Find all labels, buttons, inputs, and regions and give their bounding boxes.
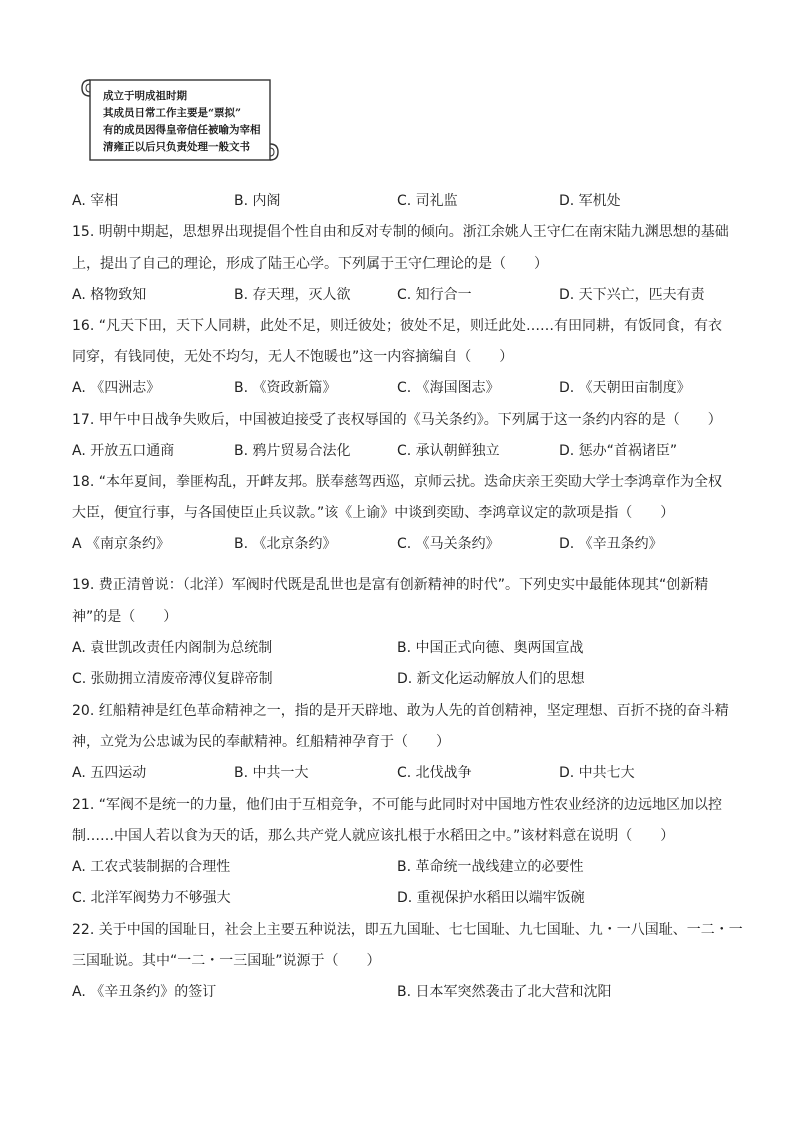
q20-stem-line-2: 神，立党为公忠诚为民的奉献精神。红船精神孕育于（ ） <box>72 734 450 750</box>
q14-option-d[interactable]: D. 军机处 <box>559 193 621 209</box>
q21-stem-line-2: 制……中国人若以食为天的话，那么共产党人就应该扎根于水稻田之中。”该材料意在说明（ ） <box>72 828 675 844</box>
q17-option-a[interactable]: A. 开放五口通商 <box>72 443 175 459</box>
q16-option-c[interactable]: C. 《海国图志》 <box>397 380 500 396</box>
q17-option-b[interactable]: B. 鸦片贸易合法化 <box>234 443 351 459</box>
q19-option-c[interactable]: C. 张勋拥立清废帝溥仪复辟帝制 <box>72 671 273 687</box>
q21-option-c[interactable]: C. 北洋军阀势力不够强大 <box>72 890 231 906</box>
q16-option-b[interactable]: B. 《资政新篇》 <box>234 380 337 396</box>
q14-option-c[interactable]: C. 司礼监 <box>397 193 458 209</box>
q21-option-b[interactable]: B. 革命统一战线建立的必要性 <box>397 859 584 875</box>
q20-option-d[interactable]: D. 中共七大 <box>559 765 635 781</box>
q19-options-row-1 <box>72 638 752 658</box>
q18-stem-line-2: 大臣，便宜行事，与各国使臣止兵议款。”该《上谕》中谈到奕劻、李鸿章议定的款项是指（ ） <box>72 505 675 521</box>
q17-option-c[interactable]: C. 承认朝鲜独立 <box>397 443 500 459</box>
q16-option-d[interactable]: D. 《天朝田亩制度》 <box>559 380 691 396</box>
q20-option-b[interactable]: B. 中共一大 <box>234 765 309 781</box>
q21-options-row-2 <box>72 888 752 908</box>
q15-options <box>72 285 752 305</box>
q22-stem-line-1: 22. 关于中国的国耻日，社会上主要五种说法，即五九国耻、七七国耻、九七国耻、九・一八国耻、一二・一 <box>72 922 743 938</box>
q18-option-a[interactable]: A 《南京条约》 <box>72 536 171 552</box>
q19-stem-line-1: 19. 费正清曾说：（北洋）军阀时代既是乱世也是富有创新精神的时代”。下列史实中最能体现其“创新精 <box>72 577 709 593</box>
q17-options <box>72 441 752 461</box>
q19-option-d[interactable]: D. 新文化运动解放人们的思想 <box>397 671 585 687</box>
q22-option-a[interactable]: A. 《辛丑条约》的签订 <box>72 984 217 1000</box>
q21-option-d[interactable]: D. 重视保护水稻田以端牢饭碗 <box>397 890 585 906</box>
q15-option-d[interactable]: D. 天下兴亡，匹夫有责 <box>559 287 705 303</box>
q22-stem-line-2: 三国耻说。其中“一二・一三国耻”说源于（ ） <box>72 953 381 969</box>
scroll-line: 成立于明成祖时期 <box>103 90 187 102</box>
q14-option-a[interactable]: A. 宰相 <box>72 193 119 209</box>
q18-options <box>72 534 752 554</box>
q18-option-c[interactable]: C. 《马关条约》 <box>397 536 500 552</box>
q15-stem-line-1: 15. 明朝中期起，思想界出现提倡个性自由和反对专制的倾向。浙江余姚人王守仁在南宋陆九渊思想的基础 <box>72 224 729 240</box>
q15-stem-line-2: 上，提出了自己的理论，形成了陆王心学。下列属于王守仁理论的是（ ） <box>72 256 548 272</box>
q21-options-row-1 <box>72 857 752 877</box>
q18-option-b[interactable]: B. 《北京条约》 <box>234 536 337 552</box>
q15-option-b[interactable]: B. 存天理，灭人欲 <box>234 287 351 303</box>
q20-options <box>72 763 752 783</box>
q15-option-c[interactable]: C. 知行合一 <box>397 287 472 303</box>
q18-stem-line-1: 18. “本年夏间，拳匪构乱，开衅友邦。朕奉慈驾西巡，京师云扰。迭命庆亲王奕劻大学士李鸿章作为全权 <box>72 474 722 490</box>
q16-stem-line-1: 16. “凡天下田，天下人同耕，此处不足，则迁彼处；彼处不足，则迁此处……有田同耕，有饭同食，有衣 <box>72 318 722 334</box>
q22-options-row-1 <box>72 982 752 1002</box>
scroll-line: 其成员日常工作主要是“票拟” <box>103 107 242 119</box>
q16-options <box>72 378 752 398</box>
q22-option-b[interactable]: B. 日本军突然袭击了北大营和沈阳 <box>397 984 612 1000</box>
q19-stem-line-2: 神”的是（ ） <box>72 609 178 625</box>
q19-options-row-2 <box>72 669 752 689</box>
scroll-text <box>103 88 273 156</box>
q20-stem-line-1: 20. 红船精神是红色革命精神之一，指的是开天辟地、敢为人先的首创精神，坚定理想、百折不挠的奋斗精 <box>72 703 729 719</box>
scroll-figure <box>80 76 280 166</box>
q14-options <box>72 191 752 211</box>
q14-option-b[interactable]: B. 内阁 <box>234 193 281 209</box>
q16-option-a[interactable]: A. 《四洲志》 <box>72 380 161 396</box>
scroll-line: 有的成员因得皇帝信任被喻为宰相 <box>103 124 261 136</box>
q20-option-c[interactable]: C. 北伐战争 <box>397 765 472 781</box>
q20-option-a[interactable]: A. 五四运动 <box>72 765 147 781</box>
q19-option-b[interactable]: B. 中国正式向德、奥两国宣战 <box>397 640 584 656</box>
scroll-line: 清雍正以后只负责处理一般文书 <box>103 141 250 153</box>
q16-stem-line-2: 同穿，有钱同使，无处不均匀，无人不饱暖也”这一内容摘编自（ ） <box>72 349 514 365</box>
q17-stem-line-1: 17. 甲午中日战争失败后，中国被迫接受了丧权辱国的《马关条约》。下列属于这一条约内容的是（ ） <box>72 412 722 428</box>
q17-option-d[interactable]: D. 惩办“首祸诸臣” <box>559 443 678 459</box>
q21-option-a[interactable]: A. 工农式装制据的合理性 <box>72 859 231 875</box>
q21-stem-line-1: 21. “军阀不是统一的力量，他们由于互相竞争，不可能与此同时对中国地方性农业经济的边远地区加以控 <box>72 797 722 813</box>
q18-option-d[interactable]: D. 《辛丑条约》 <box>559 536 663 552</box>
q15-option-a[interactable]: A. 格物致知 <box>72 287 147 303</box>
q19-option-a[interactable]: A. 袁世凯改责任内阁制为总统制 <box>72 640 273 656</box>
